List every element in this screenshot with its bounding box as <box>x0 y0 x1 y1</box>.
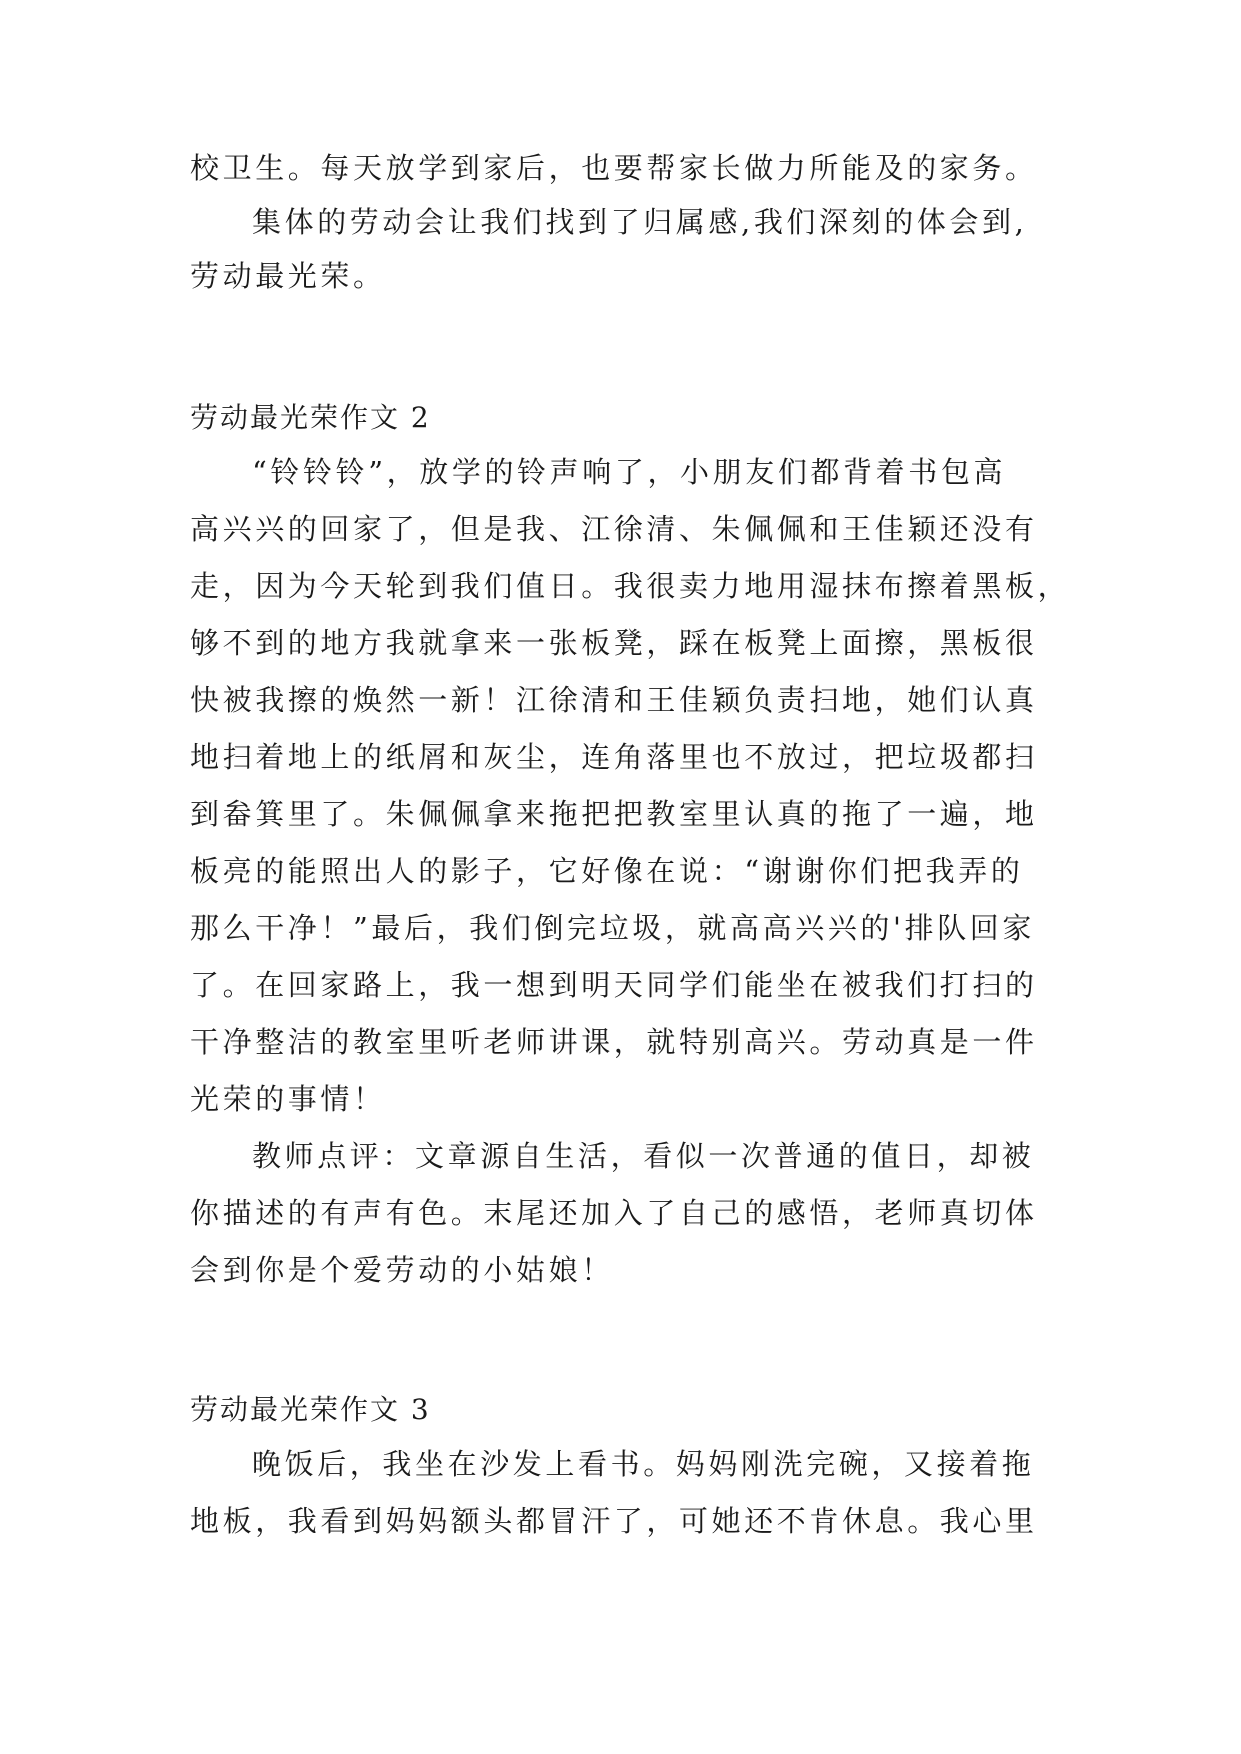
section-heading: 劳动最光荣作文 2 <box>190 401 431 434</box>
text-line: 够不到的地方我就拿来一张板凳，踩在板凳上面擦，黑板很 <box>190 626 1038 660</box>
text-line: 校卫生。每天放学到家后，也要帮家长做力所能及的家务。 <box>190 151 1038 185</box>
section-heading: 劳动最光荣作文 3 <box>190 1393 431 1426</box>
text-line: 教师点评：文章源自生活，看似一次普通的值日，却被 <box>252 1139 1035 1173</box>
text-line: 地板，我看到妈妈额头都冒汗了，可她还不肯休息。我心里 <box>190 1504 1038 1538</box>
text-line: 劳动最光荣。 <box>190 259 386 293</box>
text-line: 板亮的能照出人的影子，它好像在说：“谢谢你们把我弄的 <box>190 854 1024 888</box>
text-line: 干净整洁的教室里听老师讲课，就特别高兴。劳动真是一件 <box>190 1025 1038 1059</box>
text-line: 高兴兴的回家了，但是我、江徐清、朱佩佩和王佳颖还没有 <box>190 512 1038 546</box>
text-line: 晚饭后，我坐在沙发上看书。妈妈刚洗完碗，又接着拖 <box>252 1447 1035 1481</box>
text-line: 地扫着地上的纸屑和灰尘，连角落里也不放过，把垃圾都扫 <box>190 740 1038 774</box>
text-line: 你描述的有声有色。末尾还加入了自己的感悟，老师真切体 <box>190 1196 1038 1230</box>
text-line: “铃铃铃”，放学的铃声响了，小朋友们都背着书包高 <box>252 455 1007 489</box>
text-line: 到畚箕里了。朱佩佩拿来拖把把教室里认真的拖了一遍，地 <box>190 797 1038 831</box>
text-line: 走，因为今天轮到我们值日。我很卖力地用湿抹布擦着黑板， <box>190 569 1071 603</box>
text-line: 集体的劳动会让我们找到了归属感,我们深刻的体会到, <box>252 205 1028 239</box>
text-line: 那么干净！”最后，我们倒完垃圾，就高高兴兴的'排队回家 <box>190 911 1035 945</box>
text-line: 光荣的事情！ <box>190 1082 386 1116</box>
text-line: 了。在回家路上，我一想到明天同学们能坐在被我们打扫的 <box>190 968 1038 1002</box>
text-line: 快被我擦的焕然一新！江徐清和王佳颖负责扫地，她们认真 <box>190 683 1038 717</box>
text-line: 会到你是个爱劳动的小姑娘！ <box>190 1253 614 1287</box>
